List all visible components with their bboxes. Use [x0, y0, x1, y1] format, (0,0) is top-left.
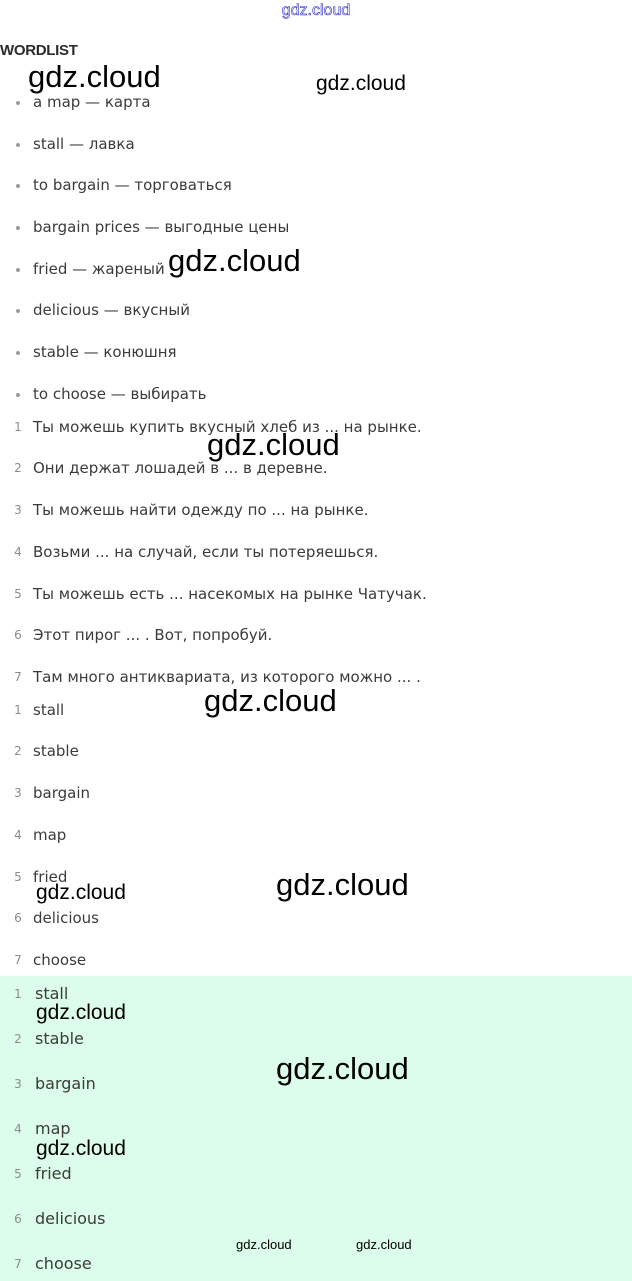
- bullet-icon: [16, 226, 20, 230]
- item-number: 6: [14, 1212, 22, 1226]
- bullet-icon: [16, 143, 20, 147]
- item-number: 7: [14, 1257, 22, 1271]
- bullet-icon: [16, 268, 20, 272]
- item-number: 3: [14, 503, 22, 517]
- watermark: gdz.cloud: [204, 683, 337, 718]
- item-number: 3: [14, 786, 22, 800]
- item-number: 2: [14, 461, 22, 475]
- item-number: 5: [14, 870, 22, 884]
- item-number: 3: [14, 1077, 22, 1091]
- item-number: 2: [14, 1032, 22, 1046]
- item-number: 1: [14, 420, 22, 434]
- item-number: 6: [14, 911, 22, 925]
- watermark: gdz.cloud: [276, 1051, 409, 1086]
- watermark: gdz.cloud: [316, 72, 406, 95]
- watermark: gdz.cloud: [36, 1137, 126, 1160]
- item-number: 1: [14, 987, 22, 1001]
- watermark: gdz.cloud: [276, 867, 409, 902]
- item-number: 6: [14, 628, 22, 642]
- bullet-icon: [16, 309, 20, 313]
- item-number: 4: [14, 545, 22, 559]
- item-number: 2: [14, 744, 22, 758]
- watermark: gdz.cloud: [207, 427, 340, 462]
- watermark: gdz.cloud: [168, 243, 301, 278]
- watermark: gdz.cloud: [356, 1237, 412, 1252]
- item-number: 5: [14, 1167, 22, 1181]
- watermark: gdz.cloud: [36, 881, 126, 904]
- bullet-icon: [16, 351, 20, 355]
- item-number: 4: [14, 1122, 22, 1136]
- answer-block: 1 stall 2 stable 3 bargain 4 map 5 fried 6 delicious 7 choose: [0, 976, 632, 1281]
- item-number: 5: [14, 587, 22, 601]
- wordlist-heading: WORDLIST: [0, 42, 78, 59]
- bullet-icon: [16, 393, 20, 397]
- top-watermark: gdz.cloud: [281, 2, 351, 19]
- watermark: gdz.cloud: [36, 1001, 126, 1024]
- item-number: 1: [14, 703, 22, 717]
- item-number: 7: [14, 670, 22, 684]
- watermark: gdz.cloud: [28, 59, 161, 94]
- bullet-icon: [16, 184, 20, 188]
- bullet-icon: [16, 101, 20, 105]
- watermark: gdz.cloud: [236, 1237, 292, 1252]
- item-number: 7: [14, 953, 22, 967]
- item-number: 4: [14, 828, 22, 842]
